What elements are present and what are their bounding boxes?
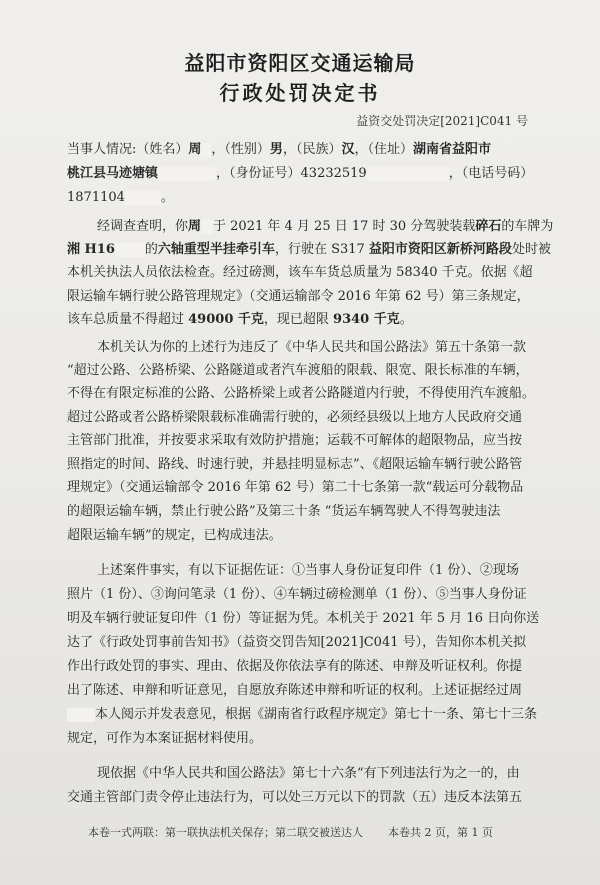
cargo-type: 碎石 xyxy=(475,219,502,234)
evidence-line-1: 上述案件事实，有以下证据佐证：①当事人身份证复印件（1 份）、②现场 xyxy=(97,563,519,578)
law-line-9: 超限运输车辆”的规定，已构成违法。 xyxy=(67,528,282,543)
evidence-line-7 xyxy=(67,707,537,723)
label-ethnicity: ，（民族） xyxy=(282,142,342,157)
law-line-1: 本机关认为你的上述行为违反了《中华人民共和国公路法》第五十条第一款 xyxy=(97,340,527,355)
punctuation-period: 。 xyxy=(160,190,174,205)
footer-copies-note: 本卷一式两联：第一联执法机关保存；第二联交被送达人 xyxy=(88,826,363,839)
redacted-name xyxy=(201,143,211,157)
facts-line-4: 限运输车辆行驶公路管理规定》（交通运输部令 2016 年第 62 号）第三条规定， xyxy=(67,289,530,304)
redacted-phone xyxy=(125,191,161,205)
redacted-name xyxy=(201,220,213,234)
party-phone-prefix: 1871104 xyxy=(67,190,125,205)
evidence-text: 本人阅示并发表意见，根据《湖南省行政程序规定》第七十一条、第七十三条 xyxy=(95,707,538,722)
evidence-line-8: 规定，可作为本案证据材料使用。 xyxy=(67,731,263,746)
facts-line-1 xyxy=(97,219,553,235)
facts-line-2 xyxy=(67,242,551,258)
redacted-id xyxy=(367,167,449,181)
party-gender: 男 xyxy=(269,142,283,157)
party-ethnicity: 汉 xyxy=(341,142,355,157)
law-line-2: “超过公路、公路桥梁、公路隧道或者汽车渡船的限载、限宽、限长标准的车辆， xyxy=(67,363,529,378)
overweight-amount: 9340 千克 xyxy=(333,312,400,327)
facts-line-3: 本机关执法人员依法检查。经过磅测，该车车货总质量为 58340 千克。依据《超 xyxy=(67,265,533,280)
law-line-3: 不得在有限定标准的公路、公路桥梁上或者公路隧道内行驶，不得使用汽车渡船。 xyxy=(67,386,536,401)
road-section: 益阳市资阳区新桥河路段 xyxy=(368,242,512,257)
facts-text: 处时被 xyxy=(511,242,551,257)
redacted-plate xyxy=(115,243,145,257)
document-title: 行政处罚决定书 xyxy=(219,81,381,105)
law-line-8: 的超限运输车辆，禁止行驶公路”及第三十条 “货运车辆驾驶人不得驾驶违法 xyxy=(67,504,501,519)
decision-line-1: 现依据《中华人民共和国公路法》第七十六条“有下列违法行为之一的，由 xyxy=(97,766,520,781)
issuing-authority-title: 益阳市资阳区交通运输局 xyxy=(184,51,416,75)
redacted-address xyxy=(158,167,216,181)
law-line-6: 照指定的时间、路线、时速行驶，并悬挂明显标志”、《超限运输车辆行驶公路管 xyxy=(67,457,523,472)
label-id-number: ，（身份证号） xyxy=(216,166,301,181)
party-info-line-2 xyxy=(67,166,533,182)
label-name: 当事人情况:（姓名） xyxy=(67,142,189,157)
party-id-prefix: 43232519 xyxy=(300,166,367,181)
facts-text: 的车牌为 xyxy=(501,219,554,234)
law-line-4: 超过公路或者公路桥梁限载标准确需行驶的，必须经县级以上地方人民政府交通 xyxy=(67,410,523,425)
vehicle-type: 六轴重型半挂牵引车 xyxy=(157,242,275,257)
decision-line-2: 交通主管部门责令停止违法行为，可以处三万元以下的罚款（五）违反本法第五 xyxy=(67,790,523,805)
facts-text: 的 xyxy=(144,242,158,257)
evidence-line-3: 明及车辆行驶证复印件（1 份）等证据为凭。本机关于 2021 年 5 月 16 日向你送 xyxy=(67,611,540,626)
facts-line-5 xyxy=(67,312,413,328)
party-address-part1: 湖南省益阳市 xyxy=(412,142,491,157)
facts-text: ，现已超限 xyxy=(263,312,334,327)
party-info-line-1 xyxy=(67,142,491,158)
facts-text: 。 xyxy=(399,312,413,327)
facts-text: ，行驶在 S317 xyxy=(274,242,369,257)
redacted-name xyxy=(67,708,95,722)
law-line-7: 理规定》（交通运输部令 2016 年第 62 号）第二十七条第一款“载运可分载物品 xyxy=(67,480,524,495)
party-info-line-3 xyxy=(67,190,174,206)
party-surname: 周 xyxy=(188,142,202,157)
facts-text: 该车总质量不得超过 xyxy=(67,312,189,327)
evidence-line-5: 作出行政处罚的事实、理由、依据及你依法享有的陈述、申辩及听证权利。你提 xyxy=(67,659,523,674)
footer-page-number: 本卷共 2 页，第 1 页 xyxy=(388,826,493,839)
plate-number-prefix: 湘 H16 xyxy=(67,242,115,257)
label-address: ，（住址） xyxy=(354,142,413,157)
weight-limit: 49000 千克 xyxy=(188,312,264,327)
evidence-line-2: 照片（1 份）、③询问笔录（1 份）、④车辆过磅检测单（1 份）、⑤当事人身份证 xyxy=(67,587,527,602)
evidence-line-6: 出了陈述、申辩和听证意见，自愿放弃陈述申辩和听证的权利。上述证据经过周 xyxy=(67,683,523,698)
party-surname: 周 xyxy=(188,219,202,234)
facts-text: 经调查查明，你 xyxy=(97,219,189,234)
facts-text: 于 2021 年 4 月 25 日 17 时 30 分驾驶装载 xyxy=(213,219,476,234)
law-line-5: 主管部门批准，并按要求采取有效防护措施；运载不可解体的超限物品，应当按 xyxy=(67,433,523,448)
label-gender: ，（性别） xyxy=(211,142,270,157)
document-number: 益资交处罚决定[2021]C041 号 xyxy=(356,114,528,128)
party-address-part2: 桃江县马迹塘镇 xyxy=(67,166,159,181)
evidence-line-4: 达了《行政处罚事前告知书》（益资交罚告知[2021]C041 号），告知你本机关拟 xyxy=(67,635,527,650)
label-phone: ，（电话号码） xyxy=(448,166,534,181)
